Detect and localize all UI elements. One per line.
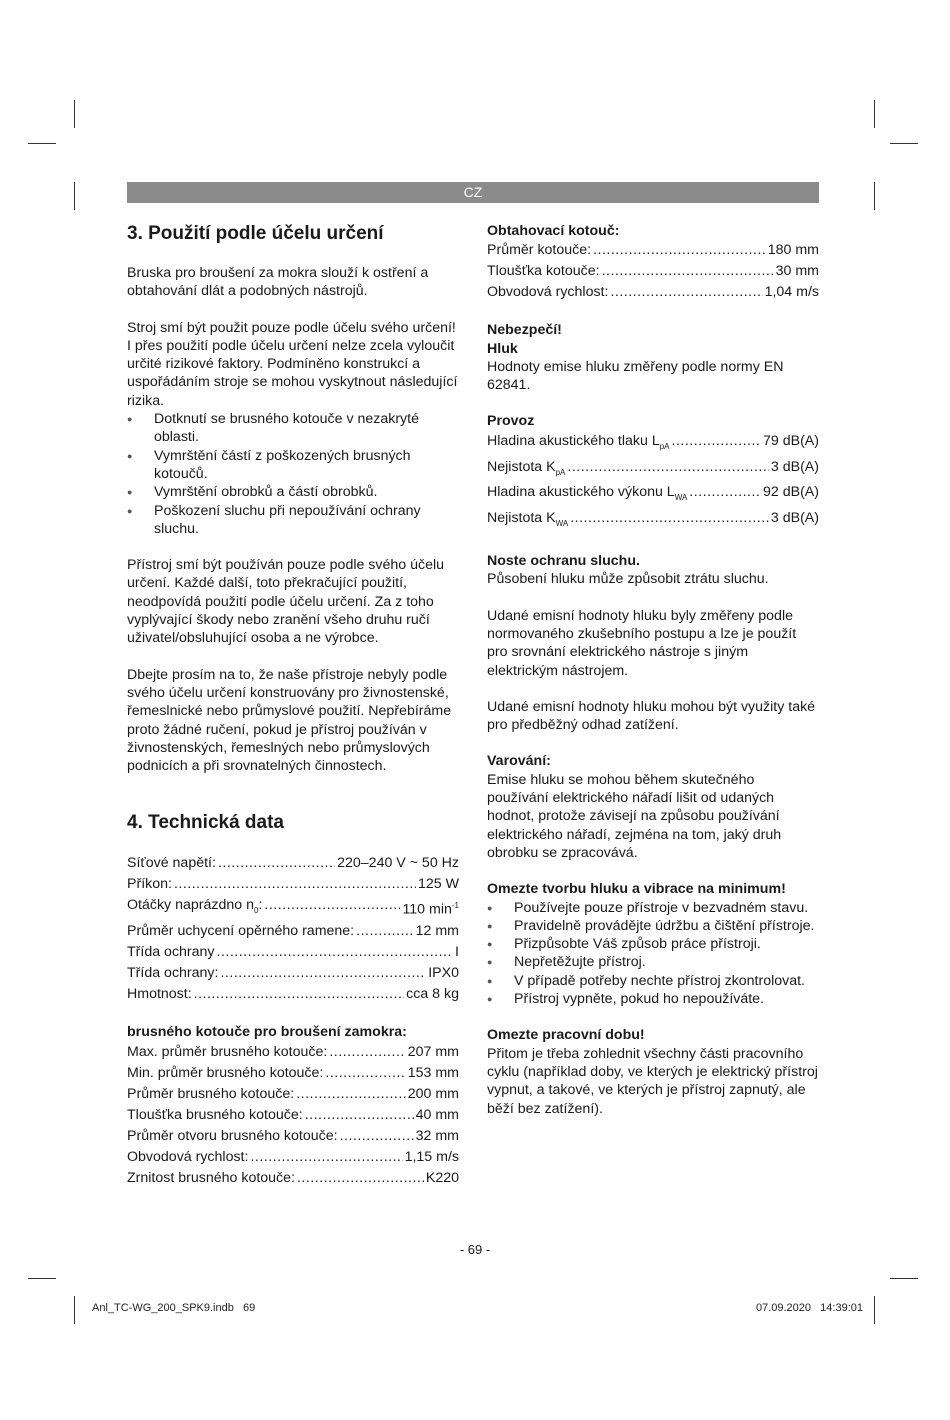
language-header-band [127, 182, 819, 203]
crop-mark [890, 143, 918, 144]
spec-row: Hladina akustického výkonu $L_{WA}$ ..... 92 dB(A) [487, 482, 819, 508]
language-label: CZ [463, 184, 483, 200]
list-item: ● Přístroj vypněte, pokud ho nepoužíváte. [487, 990, 819, 1008]
spec-row: Tloušťka kotouče: ..... 30 mm [487, 261, 819, 282]
minimize-heading: Omezte tvorbu hluku a vibrace na minimum! [487, 881, 786, 898]
noise-heading: Hluk [487, 340, 518, 357]
spec-row: Obvodová rychlost: ..... 1,15 m/s [127, 1147, 459, 1168]
spec-row: Průměr uchycení opěrného ramene: ..... 12 mm [127, 921, 459, 942]
list-item: ● V případě potřeby nechte přístroj zkontrolovat. [487, 972, 819, 990]
spec-row: Nejistota $K_{WA}$ ..... 3 dB(A) [487, 508, 819, 534]
crop-mark [74, 1296, 75, 1324]
hone-heading: Obtahovací kotouč: [487, 223, 620, 239]
ear-protection-text: Působení hluku může způsobit ztrátu sluchu. [487, 571, 769, 588]
crop-mark [74, 182, 75, 210]
risk-list [127, 410, 459, 538]
spec-row: Průměr kotouče: ..... 180 mm [487, 240, 819, 261]
noise-specs [487, 431, 819, 534]
list-item: ● Vymrštění částí z poškozených brusných kotoučů. [127, 447, 459, 484]
print-file-slug: Anl_TC-WG_200_SPK9.indb 69 [92, 1302, 256, 1314]
crop-mark [874, 182, 875, 210]
right-column [487, 222, 819, 1118]
spec-row: Třída ochrany ..... I [127, 942, 459, 963]
print-datetime-slug: 07.09.2020 14:39:01 [755, 1302, 863, 1314]
crop-mark [28, 143, 56, 144]
crop-mark [28, 1278, 56, 1279]
operation-heading: Provoz [487, 413, 535, 430]
spec-row: Obvodová rychlost: ..... 1,04 m/s [487, 282, 819, 303]
warning-heading: Varování: [487, 753, 551, 770]
commercial-use-paragraph: Dbejte prosím na to, že naše přístroje nebyly podle svého účelu určení konstruovány pro živnostenské, řemeslnické nebo průmyslové použití. Nepřebíráme proto žádné ručení, pokud je přístroj používán v živnostenských, řemeslných nebo průmyslových podnicích a při srovnatelných činnostech. [127, 666, 452, 775]
spec-row: Max. průměr brusného kotouče: ..... 207 mm [127, 1042, 459, 1063]
spec-row: Hmotnost: ..... cca 8 kg [127, 984, 459, 1005]
section-3-title: 3. Použití podle účelu určení [127, 223, 384, 244]
spec-row: Průměr otvoru brusného kotouče: ..... 32 mm [127, 1126, 459, 1147]
intended-use-paragraph: Bruska pro broušení za mokra slouží k ostření a obtahování dlát a podobných nástrojů. [127, 265, 429, 300]
spec-row: Tloušťka brusného kotouče: ..... 40 mm [127, 1105, 459, 1126]
page-number: - 69 - [459, 1242, 491, 1257]
crop-mark [874, 100, 875, 128]
minimize-list [487, 899, 819, 1009]
spec-row: Hladina akustického tlaku $L_{pA}$ ..... 79 dB(A) [487, 431, 819, 457]
list-item: ● Pravidelně provádějte údržbu a čištění přístroje. [487, 917, 819, 935]
wheel-heading: brusného kotouče pro broušení zamokra: [127, 1024, 407, 1041]
worktime-text: Přitom je třeba zohlednit všechny části pracovního cyklu (například doby, ve kterých je elektrický přístroj vypnut, a takové, ve kterých je přístroj zapnutý, ale běží bez zatížení). [487, 1045, 818, 1117]
spec-row: Třída ochrany: ..... IPX0 [127, 963, 459, 984]
hone-specs [487, 240, 819, 303]
crop-mark [74, 100, 75, 128]
ear-protection-heading: Noste ochranu sluchu. [487, 553, 640, 570]
liability-paragraph: Přístroj smí být používán pouze podle svého účelu určení. Každé další, toto překračující použití, neodpovídá použití podle účelu určení. Za z toho vyplývající škody nebo zranění všeho druhu ručí uživatel/obsluhující osoba a ne výrobce. [127, 557, 445, 647]
technical-specs [127, 853, 459, 1005]
list-item: ● Poškození sluchu při nepoužívání ochrany sluchu. [127, 502, 459, 539]
left-column [127, 222, 459, 1189]
measured-paragraph: Udané emisní hodnoty hluku byly změřeny podle normovaného zkušebního postupu a lze je použít pro srovnání elektrického nástroje s jiným elektrickým nástrojem. [487, 607, 797, 679]
warning-text: Emise hluku se mohou během skutečného používání elektrického nářadí lišit od udaných hodnot, protože závisejí na způsobu používání elektrického nářadí, zejména na tom, jaký druh obrobku se zpracovává. [487, 771, 782, 861]
spec-row: Min. průměr brusného kotouče: ..... 153 mm [127, 1063, 459, 1084]
spec-row: Zrnitost brusného kotouče: ..... K220 [127, 1168, 459, 1189]
spec-row: Síťové napětí: ..... 220–240 V ~ 50 Hz [127, 853, 459, 874]
danger-heading: Nebezpečí! [487, 322, 562, 339]
list-item: ● Používejte pouze přístroje v bezvadném stavu. [487, 899, 819, 917]
crop-mark [890, 1278, 918, 1279]
list-item: ● Dotknutí se brusného kotouče v nezakryté oblasti. [127, 410, 459, 447]
spec-row: Nejistota $K_{pA}$ ..... 3 dB(A) [487, 457, 819, 483]
section-4-title: 4. Technická data [127, 812, 284, 834]
list-item: ● Nepřetěžujte přístroj. [487, 953, 819, 971]
worktime-heading: Omezte pracovní dobu! [487, 1027, 645, 1044]
noise-text: Hodnoty emise hluku změřeny podle normy EN 62841. [487, 358, 784, 394]
estimate-paragraph: Udané emisní hodnoty hluku mohou být využity také pro předběžný odhad zatížení. [487, 698, 816, 734]
list-item: ● Přizpůsobte Váš způsob práce přístroji. [487, 935, 819, 953]
spec-row: Otáčky naprázdno $n_0$: ..... 110 $\min^{-1}$ [127, 895, 459, 921]
crop-mark [874, 1296, 875, 1324]
spec-row: Průměr brusného kotouče: ..... 200 mm [127, 1084, 459, 1105]
risk-paragraph: Stroj smí být použit pouze podle účelu svého určení! I přes použití podle účelu určení nelze zcela vyloučit určité rizikové faktory. Podmíněno konstrukcí a uspořádáním stroje se mohou vyskytnout následující rizika. [127, 319, 458, 409]
spec-row: Příkon: ..... 125 W [127, 874, 459, 895]
wheel-specs [127, 1042, 459, 1189]
list-item: ● Vymrštění obrobků a částí obrobků. [127, 483, 459, 501]
